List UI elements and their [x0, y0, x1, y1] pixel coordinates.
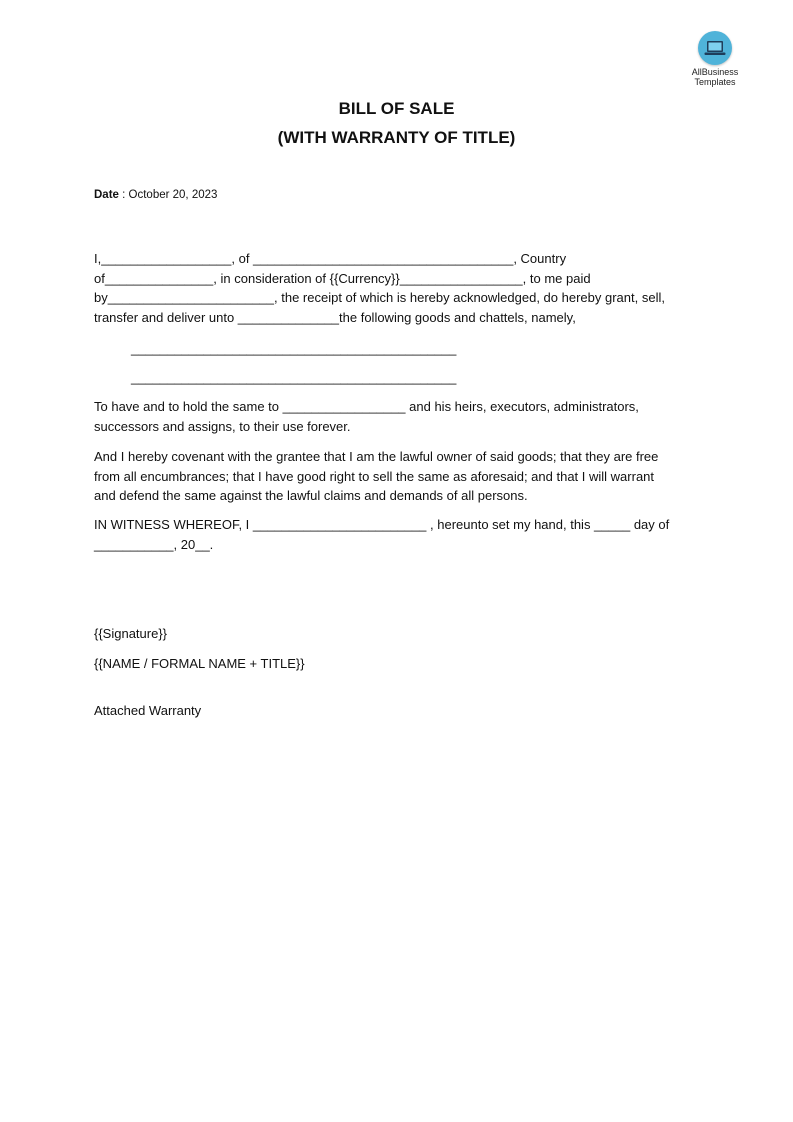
allbusiness-logo[interactable] [684, 31, 746, 87]
logo-line-1: AllBusiness [691, 67, 739, 77]
laptop-icon [698, 31, 732, 65]
goods-blank-line-1: _____________________________________________ [131, 341, 457, 356]
grant-line-3: by_______________________, the receipt of which is hereby acknowledged, do hereby grant, sell, [94, 290, 665, 305]
witness-line-2: ___________, 20__. [94, 536, 214, 552]
date-separator: : [118, 189, 129, 201]
document-subtitle: (WITH WARRANTY OF TITLE) [277, 128, 516, 147]
signature-placeholder: {{Signature}} [94, 626, 168, 641]
document-title: BILL OF SALE [338, 99, 455, 118]
goods-blank-line-2: _____________________________________________ [131, 370, 457, 385]
logo-text [684, 67, 746, 87]
date-line [94, 189, 217, 201]
grant-line-4: transfer and deliver unto ______________the following goods and chattels, namely, [94, 309, 576, 325]
grant-paragraph [94, 249, 694, 327]
covenant-line-2: from all encumbrances; that I have good right to sell the same as aforesaid; and that I will warrant [94, 468, 655, 484]
habendum-line-1: To have and to hold the same to _________________ and his heirs, executors, administrators, [94, 399, 639, 414]
witness-paragraph [94, 515, 694, 554]
grant-line-2: of_______________, in consideration of {{Currency}}_________________, to me paid [94, 270, 591, 286]
grant-line-1: I,__________________, of ____________________________________, Country [94, 251, 567, 266]
date-value: October 20, 2023 [128, 189, 218, 201]
covenant-paragraph [94, 447, 694, 506]
witness-line-1: IN WITNESS WHEREOF, I ________________________ , hereunto set my hand, this _____ day of [94, 517, 670, 532]
habendum-paragraph [94, 397, 694, 436]
habendum-line-2: successors and assigns, to their use forever. [94, 418, 351, 434]
covenant-line-1: And I hereby covenant with the grantee that I am the lawful owner of said goods; that they are free [94, 449, 659, 464]
covenant-line-3: and defend the same against the lawful claims and demands of all persons. [94, 488, 528, 503]
attached-warranty: Attached Warranty [94, 703, 202, 718]
logo-line-2: Templates [694, 77, 736, 87]
signer-name-placeholder: {{NAME / FORMAL NAME + TITLE}} [94, 656, 305, 671]
date-label: Date [94, 189, 119, 201]
